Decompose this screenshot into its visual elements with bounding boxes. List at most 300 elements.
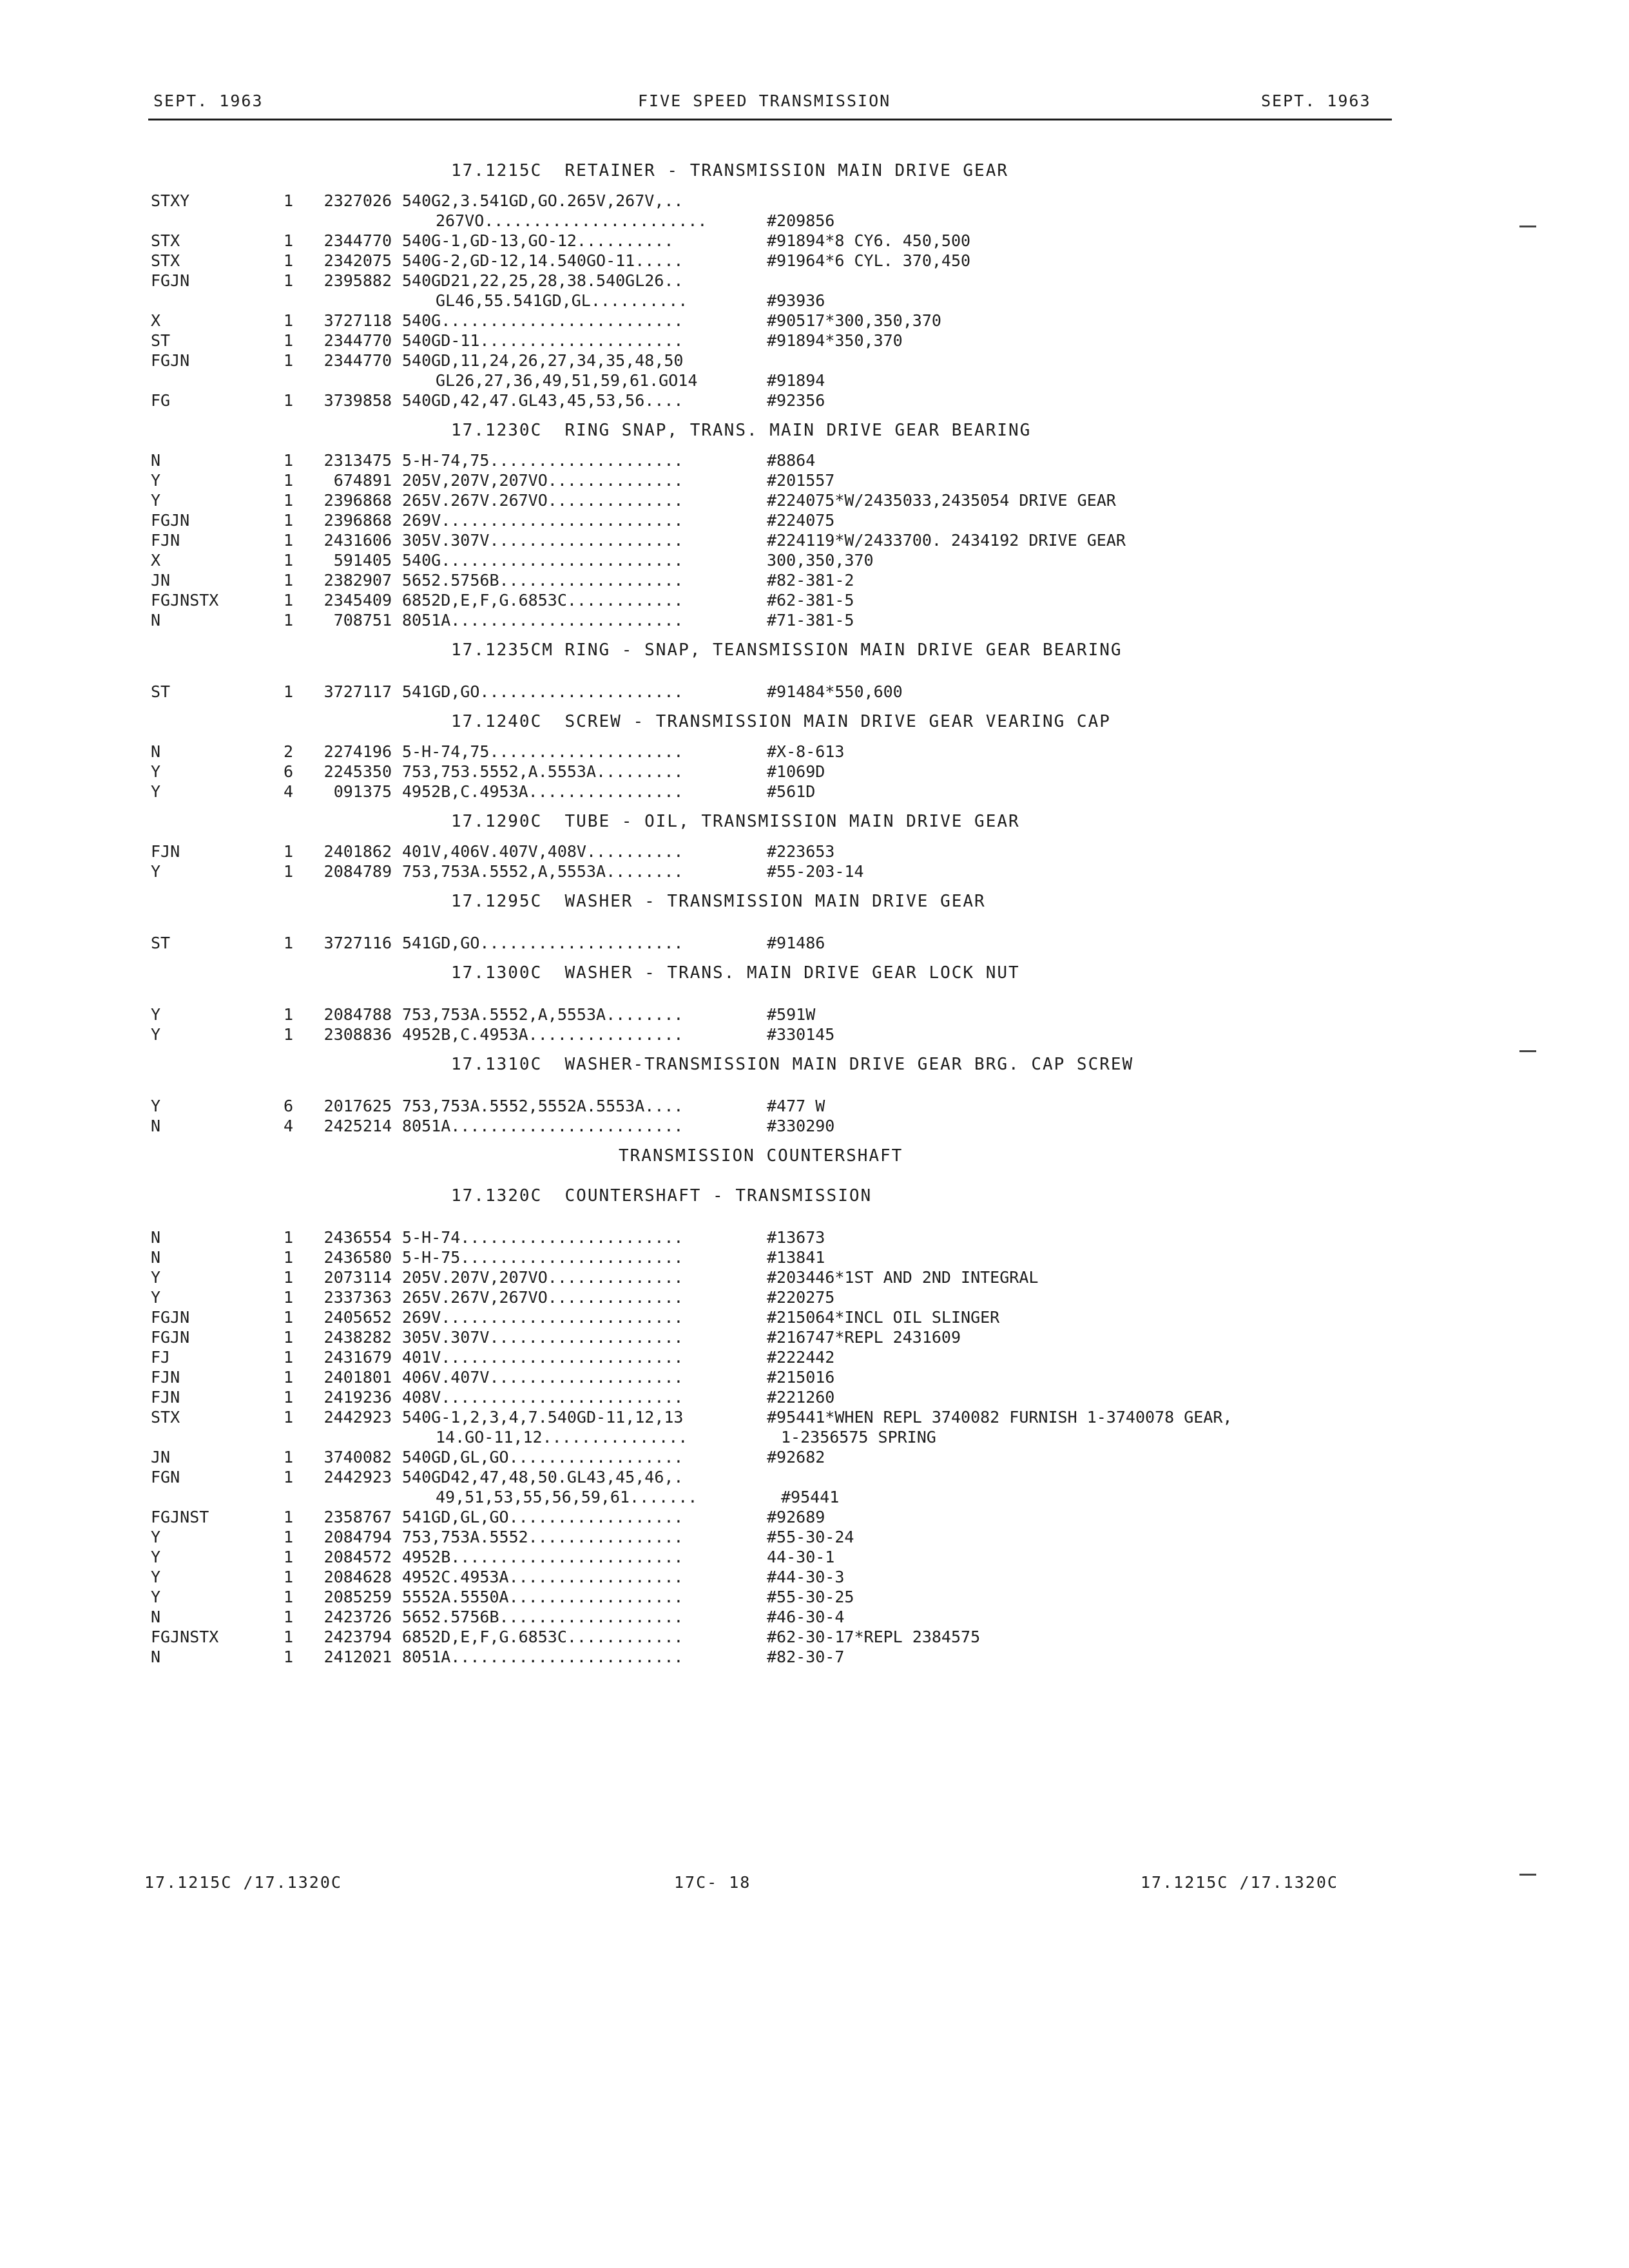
section-title: 17.1310C WASHER-TRANSMISSION MAIN DRIVE GEAR BRG. CAP SCREW <box>451 1055 1134 1074</box>
model-code: Y <box>151 1268 161 1287</box>
list-item <box>0 370 1629 390</box>
model-code: ST <box>151 934 171 952</box>
quantity: 1 <box>284 231 294 250</box>
reference: #91964*6 CYL. 370,450 <box>767 251 971 270</box>
quantity: 1 <box>284 571 294 590</box>
list-item <box>0 450 1629 470</box>
quantity: 1 <box>284 1508 294 1526</box>
list-item <box>0 590 1629 610</box>
part-number: 674891 <box>333 471 392 490</box>
part-number: 3727117 <box>323 682 392 701</box>
list-item <box>0 510 1629 530</box>
model-code: Y <box>151 1588 161 1606</box>
part-number: 091375 <box>333 782 392 801</box>
list-item <box>0 550 1629 570</box>
reference: #44-30-3 <box>767 1568 845 1586</box>
model-code: FGJN <box>151 271 190 290</box>
application: 541GD,GL,GO.................. <box>402 1508 684 1526</box>
application-continued: 49,51,53,55,56,59,61....... <box>436 1488 698 1506</box>
quantity: 1 <box>284 1288 294 1307</box>
quantity: 1 <box>284 1528 294 1546</box>
part-number: 2313475 <box>323 451 392 470</box>
quantity: 1 <box>284 491 294 510</box>
quantity: 1 <box>284 1348 294 1367</box>
model-code: N <box>151 742 161 761</box>
model-code: FGJNST <box>151 1508 209 1526</box>
part-number: 2084572 <box>323 1548 392 1566</box>
reference: 300,350,370 <box>767 551 874 570</box>
model-code: FGJN <box>151 351 190 370</box>
model-code: Y <box>151 762 161 781</box>
application: 269V......................... <box>402 511 684 530</box>
list-item <box>0 1024 1629 1044</box>
reference: #201557 <box>767 471 835 490</box>
quantity: 1 <box>284 591 294 610</box>
reference: #90517*300,350,370 <box>767 311 941 330</box>
model-code: FJN <box>151 1388 180 1407</box>
part-number: 2344770 <box>323 231 392 250</box>
model-code: FGJNSTX <box>151 1628 219 1646</box>
margin-mark <box>1519 226 1536 227</box>
part-number: 2425214 <box>323 1117 392 1135</box>
list-item <box>0 1607 1629 1627</box>
footer-range-right: 17.1215C /17.1320C <box>1141 1873 1338 1892</box>
reference: #46-30-4 <box>767 1608 845 1626</box>
part-number: 2405652 <box>323 1308 392 1327</box>
quantity: 1 <box>284 1628 294 1646</box>
reference: #71-381-5 <box>767 611 854 629</box>
reference: #X-8-613 <box>767 742 845 761</box>
list-item <box>0 1467 1629 1487</box>
section-title: 17.1215C RETAINER - TRANSMISSION MAIN DRIVE GEAR <box>451 161 1009 180</box>
model-code: Y <box>151 491 161 510</box>
margin-mark <box>1519 1050 1536 1052</box>
application: 540G2,3.541GD,GO.265V,267V,.. <box>402 191 684 210</box>
model-code: Y <box>151 782 161 801</box>
application: 5652.5756B................... <box>402 571 684 590</box>
list-item <box>0 762 1629 782</box>
part-number: 2401862 <box>323 842 392 861</box>
reference: #215064*INCL OIL SLINGER <box>767 1308 1000 1327</box>
model-code: N <box>151 451 161 470</box>
list-item <box>0 1547 1629 1567</box>
model-code: Y <box>151 1288 161 1307</box>
list-item <box>0 570 1629 590</box>
quantity: 1 <box>284 1468 294 1486</box>
application: 4952B,C.4953A................ <box>402 1025 684 1044</box>
reference: #215016 <box>767 1368 835 1387</box>
part-number: 2085259 <box>323 1588 392 1606</box>
header-date-left: SEPT. 1963 <box>153 91 264 110</box>
application: 5-H-74,75.................... <box>402 451 684 470</box>
reference: #224119*W/2433700. 2434192 DRIVE GEAR <box>767 531 1126 550</box>
application: 540GD21,22,25,28,38.540GL26.. <box>402 271 684 290</box>
list-item <box>0 1507 1629 1527</box>
application: 6852D,E,F,G.6853C............ <box>402 1628 684 1646</box>
quantity: 1 <box>284 551 294 570</box>
application: 5652.5756B................... <box>402 1608 684 1626</box>
reference: #82-30-7 <box>767 1648 845 1666</box>
list-item <box>0 1587 1629 1607</box>
reference: #55-30-24 <box>767 1528 854 1546</box>
model-code: STX <box>151 231 180 250</box>
reference: #221260 <box>767 1388 835 1407</box>
quantity: 1 <box>284 1228 294 1247</box>
quantity: 1 <box>284 531 294 550</box>
list-item <box>0 1004 1629 1024</box>
quantity: 6 <box>284 762 294 781</box>
reference: #220275 <box>767 1288 835 1307</box>
part-number: 2382907 <box>323 571 392 590</box>
model-code: N <box>151 1248 161 1267</box>
reference: #91894*350,370 <box>767 331 903 350</box>
list-item <box>0 1096 1629 1116</box>
reference: 44-30-1 <box>767 1548 835 1566</box>
list-item <box>0 1427 1629 1447</box>
quantity: 1 <box>284 1388 294 1407</box>
section-title: 17.1240C SCREW - TRANSMISSION MAIN DRIVE GEAR VEARING CAP <box>451 712 1111 731</box>
list-item <box>0 841 1629 861</box>
quantity: 4 <box>284 1117 294 1135</box>
list-item <box>0 211 1629 231</box>
list-item <box>0 490 1629 510</box>
application: 540GD-11..................... <box>402 331 684 350</box>
reference: #91486 <box>767 934 825 952</box>
application: 5-H-75....................... <box>402 1248 684 1267</box>
part-number: 591405 <box>333 551 392 570</box>
quantity: 1 <box>284 1408 294 1427</box>
part-number: 2442923 <box>323 1468 392 1486</box>
quantity: 6 <box>284 1097 294 1115</box>
list-item <box>0 782 1629 802</box>
quantity: 2 <box>284 742 294 761</box>
quantity: 1 <box>284 1588 294 1606</box>
application: 540G-1,GD-13,GO-12.......... <box>402 231 674 250</box>
list-item <box>0 530 1629 550</box>
model-code: N <box>151 1648 161 1666</box>
quantity: 1 <box>284 1328 294 1347</box>
quantity: 1 <box>284 934 294 952</box>
part-number: 2431606 <box>323 531 392 550</box>
part-number: 2401801 <box>323 1368 392 1387</box>
model-code: STXY <box>151 191 190 210</box>
reference-continued: #95441 <box>781 1488 840 1506</box>
list-item <box>0 470 1629 490</box>
reference: #92689 <box>767 1508 825 1526</box>
application: 4952B,C.4953A................ <box>402 782 684 801</box>
model-code: N <box>151 1608 161 1626</box>
application: 753,753A.5552,5552A.5553A.... <box>402 1097 684 1115</box>
reference: #224075 <box>767 511 835 530</box>
quantity: 1 <box>284 862 294 881</box>
model-code: Y <box>151 1568 161 1586</box>
quantity: 4 <box>284 782 294 801</box>
part-number: 3740082 <box>323 1448 392 1466</box>
reference: #330290 <box>767 1117 835 1135</box>
quantity: 1 <box>284 1568 294 1586</box>
list-item <box>0 742 1629 762</box>
reference: #222442 <box>767 1348 835 1367</box>
application: 5-H-74,75.................... <box>402 742 684 761</box>
list-item <box>0 1287 1629 1307</box>
reference: #93936 <box>767 291 825 310</box>
parts-list <box>0 151 1629 1667</box>
part-number: 2084789 <box>323 862 392 881</box>
model-code: ST <box>151 331 171 350</box>
model-code: FGJN <box>151 1308 190 1327</box>
application: 4952C.4953A.................. <box>402 1568 684 1586</box>
model-code: N <box>151 1117 161 1135</box>
application: 8051A........................ <box>402 611 684 629</box>
model-code: FJN <box>151 842 180 861</box>
reference: #92356 <box>767 391 825 410</box>
margin-mark <box>1519 1874 1536 1876</box>
list-item <box>0 933 1629 953</box>
list-item <box>0 1347 1629 1367</box>
quantity: 1 <box>284 1608 294 1626</box>
part-number: 2442923 <box>323 1408 392 1427</box>
quantity: 1 <box>284 391 294 410</box>
part-number: 2017625 <box>323 1097 392 1115</box>
application: 5552A.5550A.................. <box>402 1588 684 1606</box>
quantity: 1 <box>284 1368 294 1387</box>
reference: #13841 <box>767 1248 825 1267</box>
reference-continued: 1-2356575 SPRING <box>781 1428 936 1446</box>
quantity: 1 <box>284 1448 294 1466</box>
quantity: 1 <box>284 1268 294 1287</box>
part-number: 2345409 <box>323 591 392 610</box>
header-title: FIVE SPEED TRANSMISSION <box>638 91 891 110</box>
part-number: 2084628 <box>323 1568 392 1586</box>
reference: #209856 <box>767 211 835 230</box>
model-code: FGN <box>151 1468 180 1486</box>
list-item <box>0 1527 1629 1547</box>
part-number: 2342075 <box>323 251 392 270</box>
application: 540G......................... <box>402 551 684 570</box>
part-number: 3727118 <box>323 311 392 330</box>
list-item <box>0 1447 1629 1467</box>
list-item <box>0 1407 1629 1427</box>
reference: #91484*550,600 <box>767 682 903 701</box>
section-title: 17.1230C RING SNAP, TRANS. MAIN DRIVE GEAR BEARING <box>451 421 1032 440</box>
list-item <box>0 251 1629 271</box>
model-code: Y <box>151 862 161 881</box>
reference: #561D <box>767 782 816 801</box>
part-number: 3727116 <box>323 934 392 952</box>
list-item <box>0 1116 1629 1136</box>
quantity: 1 <box>284 1248 294 1267</box>
application: 753,753A.5552................ <box>402 1528 684 1546</box>
application: 540GD,GL,GO.................. <box>402 1448 684 1466</box>
application: 540G-2,GD-12,14.540GO-11..... <box>402 251 684 270</box>
part-number: 2423726 <box>323 1608 392 1626</box>
section-title: 17.1300C WASHER - TRANS. MAIN DRIVE GEAR LOCK NUT <box>451 963 1020 983</box>
quantity: 1 <box>284 271 294 290</box>
section-title: TRANSMISSION COUNTERSHAFT <box>619 1146 903 1166</box>
part-number: 2358767 <box>323 1508 392 1526</box>
reference: #591W <box>767 1005 816 1024</box>
quantity: 1 <box>284 682 294 701</box>
reference: #1069D <box>767 762 825 781</box>
list-item <box>0 311 1629 331</box>
list-item <box>0 1627 1629 1647</box>
list-item <box>0 1647 1629 1667</box>
application: 540GD,11,24,26,27,34,35,48,50 <box>402 351 684 370</box>
reference: #95441*WHEN REPL 3740082 FURNISH 1-3740078 GEAR, <box>767 1408 1233 1427</box>
application: 265V.267V,267VO.............. <box>402 1288 684 1307</box>
application: 753,753A.5552,A,5553A........ <box>402 1005 684 1024</box>
part-number: 2245350 <box>323 762 392 781</box>
model-code: STX <box>151 1408 180 1427</box>
application: 540GD,42,47.GL43,45,53,56.... <box>402 391 684 410</box>
part-number: 2412021 <box>323 1648 392 1666</box>
application: 8051A........................ <box>402 1648 684 1666</box>
application: 4952B........................ <box>402 1548 684 1566</box>
application: 541GD,GO..................... <box>402 682 684 701</box>
application-continued: GL26,27,36,49,51,59,61.GO14 <box>436 371 698 390</box>
list-item <box>0 1247 1629 1267</box>
part-number: 2436580 <box>323 1248 392 1267</box>
section-title: 17.1290C TUBE - OIL, TRANSMISSION MAIN DRIVE GEAR <box>451 812 1020 831</box>
list-item <box>0 271 1629 291</box>
list-item <box>0 1227 1629 1247</box>
model-code: JN <box>151 1448 171 1466</box>
part-number: 2438282 <box>323 1328 392 1347</box>
list-item <box>0 231 1629 251</box>
quantity: 1 <box>284 351 294 370</box>
reference: #62-381-5 <box>767 591 854 610</box>
application-continued: 267VO....................... <box>436 211 708 230</box>
list-item <box>0 331 1629 351</box>
reference: #8864 <box>767 451 816 470</box>
part-number: 2436554 <box>323 1228 392 1247</box>
application: 5-H-74....................... <box>402 1228 684 1247</box>
list-item <box>0 191 1629 211</box>
part-number: 2395882 <box>323 271 392 290</box>
list-item <box>0 682 1629 702</box>
part-number: 2327026 <box>323 191 392 210</box>
model-code: Y <box>151 1528 161 1546</box>
reference: #82-381-2 <box>767 571 854 590</box>
model-code: ST <box>151 682 171 701</box>
part-number: 2274196 <box>323 742 392 761</box>
application: 205V.207V,207VO.............. <box>402 1268 684 1287</box>
application: 305V.307V.................... <box>402 1328 684 1347</box>
quantity: 1 <box>284 451 294 470</box>
footer-page-number: 17C- 18 <box>674 1873 751 1892</box>
list-item <box>0 390 1629 410</box>
model-code: STX <box>151 251 180 270</box>
reference: #91894*8 CY6. 450,500 <box>767 231 971 250</box>
list-item <box>0 1327 1629 1347</box>
reference: #62-30-17*REPL 2384575 <box>767 1628 981 1646</box>
application: 540G-1,2,3,4,7.540GD-11,12,13 <box>402 1408 684 1427</box>
application: 401V,406V.407V,408V.......... <box>402 842 684 861</box>
application-continued: GL46,55.541GD,GL.......... <box>436 291 688 310</box>
list-item <box>0 1267 1629 1287</box>
reference: #91894 <box>767 371 825 390</box>
application: 408V......................... <box>402 1388 684 1407</box>
quantity: 1 <box>284 251 294 270</box>
model-code: FG <box>151 391 171 410</box>
model-code: Y <box>151 471 161 490</box>
part-number: 2396868 <box>323 511 392 530</box>
model-code: Y <box>151 1548 161 1566</box>
part-number: 2308836 <box>323 1025 392 1044</box>
model-code: Y <box>151 1005 161 1024</box>
quantity: 1 <box>284 511 294 530</box>
reference: #224075*W/2435033,2435054 DRIVE GEAR <box>767 491 1116 510</box>
application: 269V......................... <box>402 1308 684 1327</box>
reference: #223653 <box>767 842 835 861</box>
model-code: FGJN <box>151 1328 190 1347</box>
list-item <box>0 1567 1629 1587</box>
application: 753,753.5552,A.5553A......... <box>402 762 684 781</box>
model-code: X <box>151 311 161 330</box>
list-item <box>0 1367 1629 1387</box>
application: 401V......................... <box>402 1348 684 1367</box>
quantity: 1 <box>284 1548 294 1566</box>
list-item <box>0 1387 1629 1407</box>
model-code: Y <box>151 1097 161 1115</box>
application: 205V,207V,207VO.............. <box>402 471 684 490</box>
part-number: 2084788 <box>323 1005 392 1024</box>
reference: #330145 <box>767 1025 835 1044</box>
part-number: 2073114 <box>323 1268 392 1287</box>
application: 265V.267V.267VO.............. <box>402 491 684 510</box>
application: 406V.407V.................... <box>402 1368 684 1387</box>
quantity: 1 <box>284 1308 294 1327</box>
reference: #55-203-14 <box>767 862 864 881</box>
list-item <box>0 861 1629 881</box>
application: 753,753A.5552,A,5553A........ <box>402 862 684 881</box>
part-number: 708751 <box>333 611 392 629</box>
model-code: N <box>151 1228 161 1247</box>
application: 540GD42,47,48,50.GL43,45,46,. <box>402 1468 684 1486</box>
part-number: 2084794 <box>323 1528 392 1546</box>
model-code: FGJN <box>151 511 190 530</box>
model-code: FJN <box>151 531 180 550</box>
part-number: 2396868 <box>323 491 392 510</box>
quantity: 1 <box>284 331 294 350</box>
part-number: 3739858 <box>323 391 392 410</box>
application-continued: 14.GO-11,12............... <box>436 1428 688 1446</box>
reference: #216747*REPL 2431609 <box>767 1328 961 1347</box>
part-number: 2344770 <box>323 331 392 350</box>
section-title: 17.1295C WASHER - TRANSMISSION MAIN DRIVE GEAR <box>451 892 986 911</box>
quantity: 1 <box>284 1005 294 1024</box>
part-number: 2337363 <box>323 1288 392 1307</box>
list-item <box>0 291 1629 311</box>
model-code: FJN <box>151 1368 180 1387</box>
quantity: 1 <box>284 191 294 210</box>
list-item <box>0 1487 1629 1507</box>
application: 8051A........................ <box>402 1117 684 1135</box>
header-date-right: SEPT. 1963 <box>1261 91 1371 110</box>
part-number: 2431679 <box>323 1348 392 1367</box>
quantity: 1 <box>284 611 294 629</box>
list-item <box>0 610 1629 630</box>
list-item <box>0 351 1629 370</box>
section-title: 17.1235CM RING - SNAP, TEANSMISSION MAIN DRIVE GEAR BEARING <box>451 640 1123 660</box>
model-code: Y <box>151 1025 161 1044</box>
model-code: JN <box>151 571 171 590</box>
header-rule <box>148 119 1392 120</box>
reference: #477 W <box>767 1097 825 1115</box>
footer-range-left: 17.1215C /17.1320C <box>144 1873 342 1892</box>
application: 6852D,E,F,G.6853C............ <box>402 591 684 610</box>
application: 540G......................... <box>402 311 684 330</box>
